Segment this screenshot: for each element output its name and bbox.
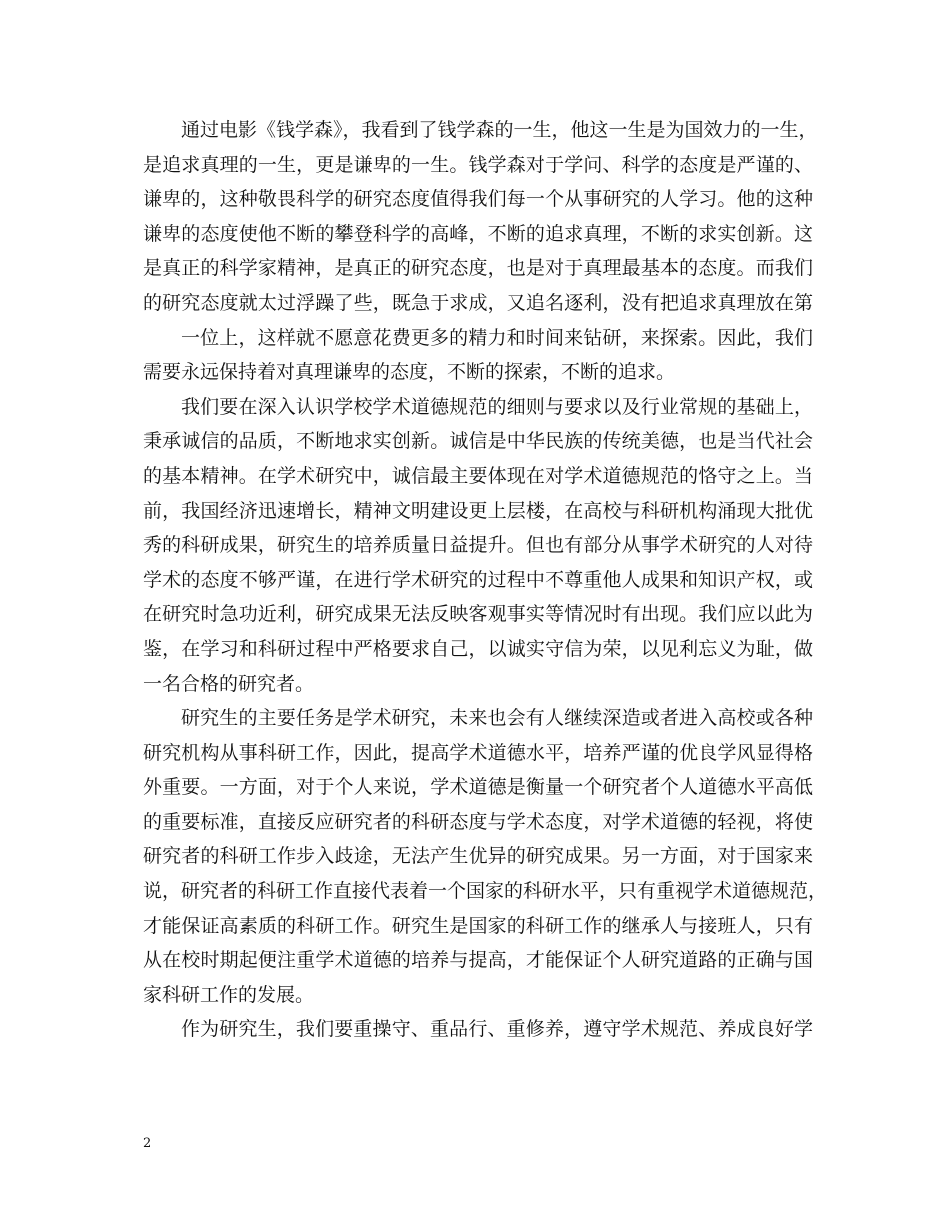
text-line: 作为研究生，我们要重操守、重品行、重修养，遵守学术规范、养成良好学 <box>181 1018 813 1041</box>
text-line: 是真正的科学家精神，是真正的研究态度，也是对于真理最基本的态度。而我们 <box>143 257 813 280</box>
text-line: 的研究态度就太过浮躁了些，既急于求成，又追名逐利，没有把追求真理放在第 <box>143 291 813 314</box>
text-line: 一位上，这样就不愿意花费更多的精力和时间来钻研，来探索。因此，我们 <box>181 326 813 349</box>
text-line: 谦卑的态度使他不断的攀登科学的高峰，不断的追求真理，不断的求实创新。这 <box>143 222 813 245</box>
text-line: 需要永远保持着对真理谦卑的态度，不断的探索，不断的追求。 <box>143 361 676 384</box>
text-line: 一名合格的研究者。 <box>143 672 315 695</box>
text-line: 说，研究者的科研工作直接代表着一个国家的科研水平，只有重视学术道德规范， <box>143 880 828 903</box>
body-text <box>143 113 828 1047</box>
text-line: 我们要在深入认识学校学术道德规范的细则与要求以及行业常规的基础上， <box>181 395 813 418</box>
text-line: 通过电影《钱学森》，我看到了钱学森的一生，他这一生是为国效力的一生， <box>181 119 818 141</box>
page-number: 2 <box>143 1136 152 1151</box>
text-line: 前，我国经济迅速增长，精神文明建设更上层楼，在高校与科研机构涌现大批优 <box>143 499 813 522</box>
text-line: 在研究时急功近利，研究成果无法反映客观事实等情况时有出现。我们应以此为 <box>143 603 813 626</box>
text-line: 从在校时期起便注重学术道德的培养与提高，才能保证个人研究道路的正确与国 <box>143 949 813 972</box>
text-line: 秀的科研成果，研究生的培养质量日益提升。但也有部分从事学术研究的人对待 <box>143 534 813 557</box>
text-line: 研究生的主要任务是学术研究，未来也会有人继续深造或者进入高校或各种 <box>181 707 813 730</box>
text-line: 才能保证高素质的科研工作。研究生是国家的科研工作的继承人与接班人，只有 <box>143 914 813 937</box>
text-line: 家科研工作的发展。 <box>143 983 315 1006</box>
text-line: 研究机构从事科研工作，因此，提高学术道德水平，培养严谨的优良学风显得格 <box>143 741 813 764</box>
text-line: 的重要标准，直接反应研究者的科研态度与学术态度，对学术道德的轻视，将使 <box>143 810 813 833</box>
text-line: 是追求真理的一生，更是谦卑的一生。钱学森对于学问、科学的态度是严谨的、 <box>143 153 813 176</box>
text-line: 的基本精神。在学术研究中，诚信最主要体现在对学术道德规范的恪守之上。当 <box>143 464 813 487</box>
text-line: 谦卑的，这种敬畏科学的研究态度值得我们每一个从事研究的人学习。他的这种 <box>143 188 813 211</box>
text-line: 学术的态度不够严谨，在进行学术研究的过程中不尊重他人成果和知识产权，或 <box>143 568 813 591</box>
text-line: 外重要。一方面，对于个人来说，学术道德是衡量一个研究者个人道德水平高低 <box>143 776 813 799</box>
text-line: 秉承诚信的品质，不断地求实创新。诚信是中华民族的传统美德，也是当代社会 <box>143 430 813 453</box>
text-line: 鉴，在学习和科研过程中严格要求自己，以诚实守信为荣，以见利忘义为耻，做 <box>143 637 813 660</box>
text-line: 研究者的科研工作步入歧途，无法产生优异的研究成果。另一方面，对于国家来 <box>143 845 813 868</box>
